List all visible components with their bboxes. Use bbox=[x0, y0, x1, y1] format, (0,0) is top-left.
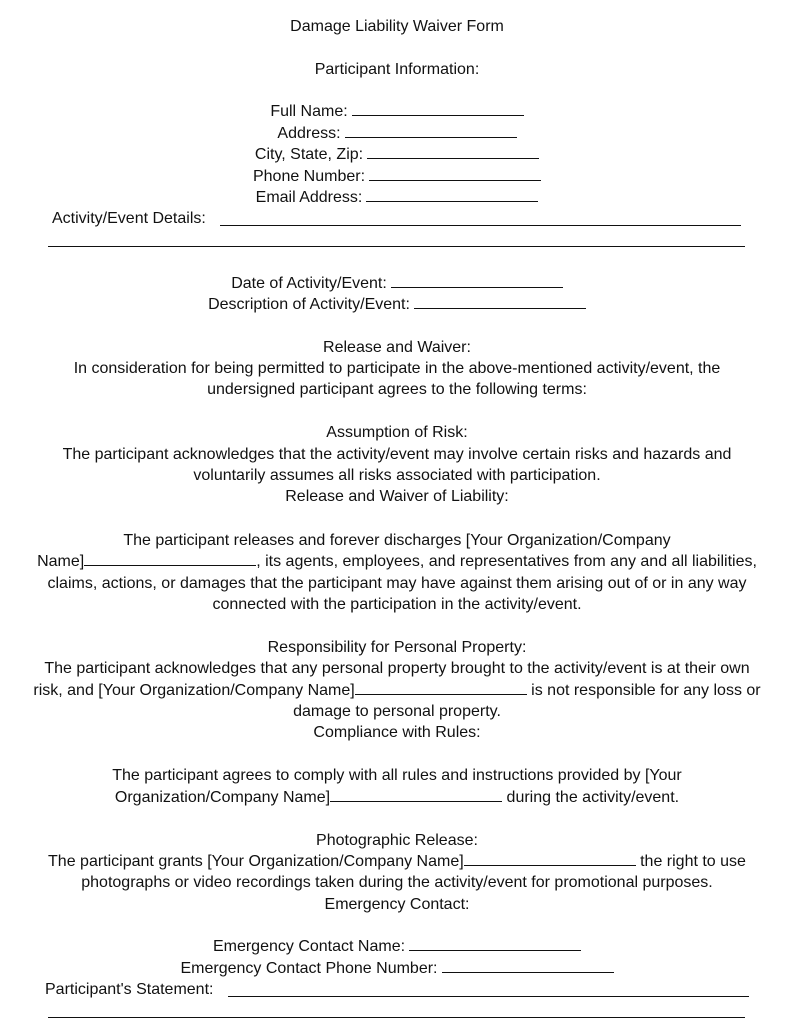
release-heading: Release and Waiver: bbox=[323, 339, 471, 356]
photo-organization-field[interactable] bbox=[464, 851, 636, 866]
release-text-line2: undersigned participant agrees to the following terms: bbox=[207, 381, 587, 398]
city-row bbox=[0, 144, 794, 165]
emergency-name-field[interactable] bbox=[409, 936, 581, 951]
compliance-text-line1: The participant agrees to comply with all rules and instructions provided by [Your bbox=[112, 767, 682, 784]
liability-heading: Release and Waiver of Liability: bbox=[285, 488, 509, 505]
description-label: Description of Activity/Event: bbox=[208, 296, 410, 313]
photo-text-line1-start: The participant grants [Your Organization/Company Name] bbox=[48, 853, 464, 870]
property-text-line2-start: risk, and [Your Organization/Company Name] bbox=[33, 682, 355, 699]
compliance-organization-field[interactable] bbox=[330, 787, 502, 802]
liability-text-line2 bbox=[0, 551, 794, 572]
activity-details-field[interactable] bbox=[220, 225, 741, 226]
compliance-text-line2-end: during the activity/event. bbox=[502, 789, 680, 806]
phone-field[interactable] bbox=[369, 166, 541, 181]
liability-text-line3: claims, actions, or damages that the participant may have against them arising out of or in any way bbox=[47, 575, 747, 592]
activity-details-field-line2[interactable] bbox=[48, 246, 745, 247]
liability-text-line4: connected with the participation in the activity/event. bbox=[212, 596, 582, 613]
phone-row bbox=[0, 166, 794, 187]
email-row bbox=[0, 187, 794, 208]
photo-text-line1 bbox=[0, 851, 794, 872]
email-field[interactable] bbox=[366, 187, 538, 202]
liability-text-line1: The participant releases and forever discharges [Your Organization/Company bbox=[123, 532, 671, 549]
emergency-phone-row bbox=[0, 958, 794, 979]
date-row bbox=[0, 273, 794, 294]
property-text-line1: The participant acknowledges that any personal property brought to the activity/event is at their own bbox=[44, 660, 750, 677]
address-label: Address: bbox=[277, 125, 341, 142]
emergency-name-row bbox=[0, 936, 794, 957]
property-organization-field[interactable] bbox=[355, 680, 527, 695]
full-name-row bbox=[0, 101, 794, 122]
email-label: Email Address: bbox=[255, 189, 363, 206]
participant-heading: Participant Information: bbox=[314, 61, 480, 78]
statement-label: Participant's Statement: bbox=[45, 981, 214, 998]
risk-text-line1: The participant acknowledges that the activity/event may involve certain risks and hazards and bbox=[62, 446, 732, 463]
city-label: City, State, Zip: bbox=[254, 146, 364, 163]
date-label: Date of Activity/Event: bbox=[231, 275, 387, 292]
date-field[interactable] bbox=[391, 273, 563, 288]
property-heading: Responsibility for Personal Property: bbox=[267, 639, 527, 656]
property-text-line3: damage to personal property. bbox=[293, 703, 501, 720]
photo-text-line1-end: the right to use bbox=[635, 853, 746, 870]
emergency-heading: Emergency Contact: bbox=[324, 896, 470, 913]
compliance-text-line2 bbox=[0, 787, 794, 808]
photo-text-line2: photographs or video recordings taken during the activity/event for promotional purposes. bbox=[81, 874, 713, 891]
compliance-text-line2-start: Organization/Company Name] bbox=[114, 789, 331, 806]
full-name-label: Full Name: bbox=[270, 103, 348, 120]
emergency-phone-label: Emergency Contact Phone Number: bbox=[180, 960, 438, 977]
property-text-line2 bbox=[0, 680, 794, 701]
liability-text-line2-end: , its agents, employees, and representatives from any and all liabilities, bbox=[256, 553, 757, 570]
liability-organization-field[interactable] bbox=[84, 551, 256, 566]
description-field[interactable] bbox=[414, 294, 586, 309]
property-text-line2-end: is not responsible for any loss or bbox=[526, 682, 761, 699]
risk-heading: Assumption of Risk: bbox=[326, 424, 468, 441]
statement-field-line2[interactable] bbox=[48, 1017, 745, 1018]
statement-field[interactable] bbox=[228, 996, 749, 997]
risk-text-line2: voluntarily assumes all risks associated with participation. bbox=[193, 467, 601, 484]
address-field[interactable] bbox=[345, 123, 517, 138]
phone-label: Phone Number: bbox=[252, 168, 366, 185]
activity-details-label: Activity/Event Details: bbox=[52, 210, 206, 227]
address-row bbox=[0, 123, 794, 144]
photo-heading: Photographic Release: bbox=[316, 832, 478, 849]
form-title: Damage Liability Waiver Form bbox=[290, 18, 504, 35]
release-text-line1: In consideration for being permitted to participate in the above-mentioned activity/event, the bbox=[73, 360, 721, 377]
emergency-name-label: Emergency Contact Name: bbox=[212, 938, 406, 955]
description-row bbox=[0, 294, 794, 315]
liability-text-line2-start: Name] bbox=[37, 553, 85, 570]
emergency-phone-field[interactable] bbox=[442, 958, 614, 973]
city-field[interactable] bbox=[367, 144, 539, 159]
full-name-field[interactable] bbox=[352, 101, 524, 116]
compliance-heading: Compliance with Rules: bbox=[313, 724, 481, 741]
